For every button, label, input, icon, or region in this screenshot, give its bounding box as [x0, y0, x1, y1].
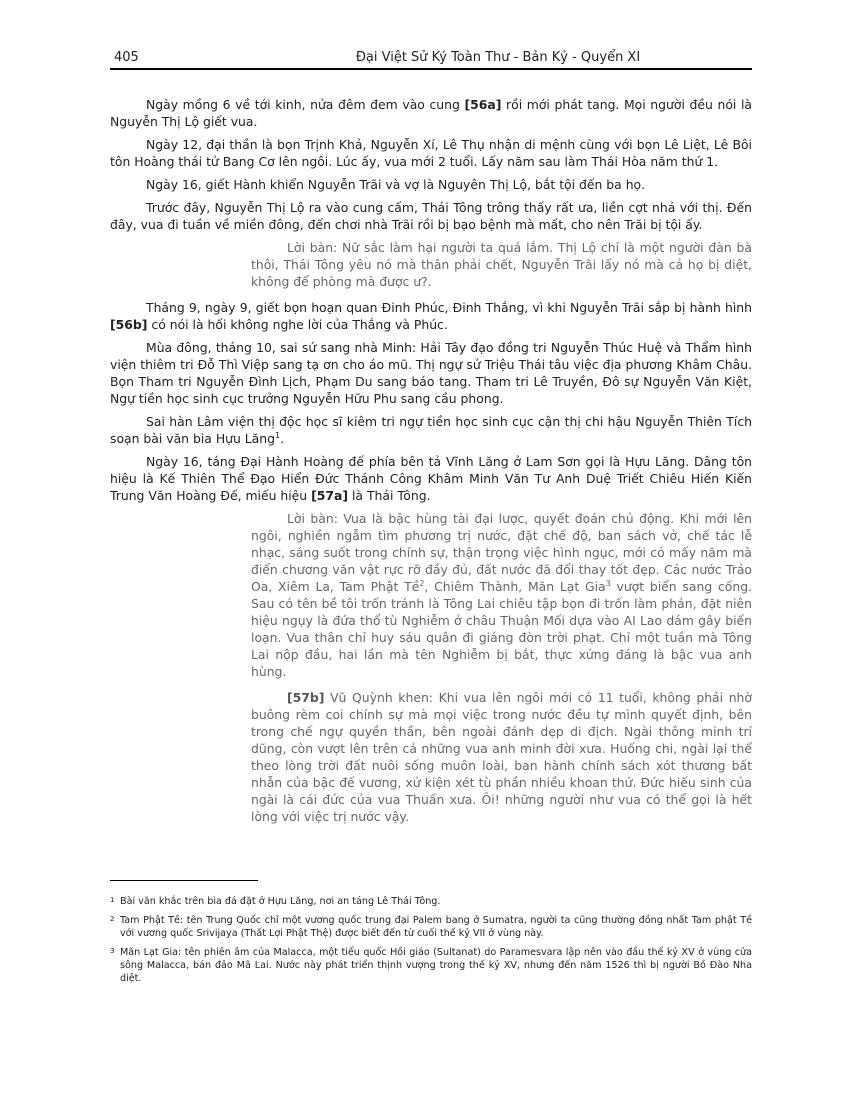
paragraph-text: là Thái Tông. [348, 488, 431, 503]
paragraph-3: Ngày 16, giết Hành khiển Nguyễn Trãi và vợ là Nguyên Thị Lộ, bắt tội đến ba họ. [146, 177, 646, 192]
footnote-number: 2 [110, 915, 115, 923]
footnote-text: Bài văn khắc trên bia đá đặt ở Hựu Lăng, nơi an táng Lê Thái Tông. [120, 896, 441, 907]
main-text [110, 96, 752, 834]
folio-ref: [57b] [287, 690, 325, 705]
commentary-2 [251, 510, 752, 680]
commentary-text: Lời bàn: Vua là bậc hùng tài đại lược, quyết đoán chủ động. Khi mới lên ngôi, nghiền ngẫm tìm phương trị nước, đặt chế độ, ban sách vở, chế tác lễ nhạc, sáng suốt trong chính sự, thận trọng việc hình ngục, mới có mấy năm mà điển chương văn vật rực rỡ đầy đủ, đất nước đã đổi thay tốt đẹp. Các nước Trảo Oa, Xiêm La, Tam Phật Tề [251, 511, 752, 594]
commentary-text: , Chiêm Thành, Mãn Lạt Gia [424, 579, 606, 594]
footnote-rule [110, 880, 258, 881]
folio-ref: [56a] [464, 97, 502, 112]
footnote [110, 895, 752, 908]
running-title: Đại Việt Sử Ký Toàn Thư - Bản Kỷ - Quyển XI [355, 50, 641, 65]
folio-ref: [56b] [110, 317, 148, 332]
paragraph-text: Ngày 16, táng Đại Hành Hoàng đế phía bên tả Vĩnh Lăng ở Lam Sơn gọi là Hựu Lăng. Dâng tôn hiệu là Kế Thiên Thể Đạo Hiển Đức Thánh Công Khâm Minh Văn Tư Anh Duệ Triết Chiêu Hiến Kiến Trung Văn Hoàng Đế, miếu hiệu [110, 454, 752, 503]
paragraph-8 [110, 453, 752, 504]
footnote [110, 946, 752, 985]
paragraph-text: . [280, 431, 285, 446]
footnote-text: Tam Phật Tề: tên Trung Quốc chỉ một vương quốc trung đại Palem bang ở Sumatra, người ta cũng thường đồng nhất Tam phật Tề với vương quốc Srivijaya (Thất Lợi Phật Thệ) được biết đến từ cuối thế kỷ VII ở vùng này. [120, 915, 752, 939]
paragraph-text: rồi mới phát tang. Mọi người đều nói là Nguyễn Thị Lộ giết vua. [110, 97, 753, 129]
paragraph-7 [110, 413, 752, 447]
paragraph-text: Sai hàn Lâm viện thị độc học sĩ kiêm tri ngự tiền học sinh cục cận thị chi hậu Nguyễn Thiên Tích soạn bài văn bia Hựu Lăng [110, 414, 752, 446]
footnote-number: 3 [110, 947, 115, 955]
paragraph-6: Mùa đông, tháng 10, sai sứ sang nhà Minh: Hải Tây đạo đồng tri Nguyễn Thúc Huệ và Thẩm hình viện thiêm tri Đỗ Thì Việp sang tạ ơn cho áo mũ. Thị ngự sử Triệu Thái tâu việc địa phương Khâm Châu. Bọn Tham tri Nguyễn Đình Lịch, Phạm Du sang báo tang. Tham tri Lê Truyền, Đô sự Nguyễn Văn Kiệt, Ngự tiền học sinh cục trưởng Nguyễn Hữu Phu sang cầu phong. [110, 340, 752, 406]
page-number: 405 [114, 50, 139, 65]
commentary-text: vượt biển sang cống. Sau có tên bề tôi trốn tránh là Tông Lai chiêu tập bọn đi trốn làm phản, đặt niên hiệu ngụy là đứa thổ tù Nghiễm ở châu Thuận Mối dựa vào AI Lao dám gây biến loạn. Vua thân chỉ huy sáu quân đi giáng đòn trời phạt. Chỉ một tuần mà Tông Lai nộp đầu, hai lần mà tên Nghiễm bị bắt, thực xứng đáng là bậc vua anh hùng. [251, 579, 753, 679]
footnotes [110, 895, 752, 991]
footnote-number: 1 [110, 896, 115, 904]
page-header [110, 50, 752, 70]
paragraph-2: Ngày 12, đại thần là bọn Trịnh Khả, Nguyễn Xí, Lê Thụ nhận di mệnh cùng với bọn Lê Liệt, Lê Bôi tôn Hoàng thái tử Bang Cơ lên ngôi. Lúc ấy, vua mới 2 tuổi. Lấy năm sau làm Thái Hòa năm thứ 1. [110, 137, 752, 169]
folio-ref: [57a] [311, 488, 349, 503]
paragraph-5 [110, 299, 752, 333]
commentary-text: Vũ Quỳnh khen: Khi vua lên ngôi mới có 11 tuổi, không phải nhờ buông rèm coi chính sự mà mọi việc trong nước đều tự mình quyết định, bên trong chế ngự quyền thần, bên ngoài đánh dẹp di địch. Ngài thông minh trí dũng, còn vượt lên trên cả những vua anh minh đời xưa. Huống chi, ngài lại thể theo lòng trời đất nuôi sống muôn loài, ban hành chính sách xót thương bất nhẫn của bậc đế vương, xử kiện xét tù phần nhiều khoan thứ. Đức hiếu sinh của ngài là cái đức của vua Thuấn xưa. Ôi! những người như vua có thể gọi là hết lòng với việc trị nước vậy. [251, 690, 752, 824]
footnote-marker[interactable]: 3 [605, 578, 611, 588]
header-rule [110, 68, 752, 70]
footnote-text: Mãn Lạt Gia: tên phiên âm của Malacca, một tiểu quốc Hồi giáo (Sultanat) do Paramesvara lập nên vào đầu thế kỷ XV ở vùng cửa sông Malacca, bán đảo Mã Lai. Nước này phát triển thịnh vượng trong thế kỷ XV, nhưng đến năm 1526 thì bị người Bồ Đào Nha diệt. [120, 947, 752, 984]
commentary-1: Lời bàn: Nữ sắc làm hại người ta quá lắm. Thị Lộ chỉ là một người đàn bà thôi, Thái Tông yêu nó mà thân phải chết, Nguyễn Trãi lấy nó mà cả họ bị diệt, không để phòng mà được ư?. [251, 240, 752, 289]
commentary-3 [251, 689, 752, 825]
paragraph-4: Trước đây, Nguyễn Thị Lộ ra vào cung cấm, Thái Tông trông thấy rất ưa, liền cợt nhả với thị. Đến đây, vua đi tuần về miền đông, đến chơi nhà Trãi rồi bị bạo bệnh mà mất, cho nên Trãi bị tội ấy. [110, 200, 752, 232]
paragraph-text: có nói là hối không nghe lời của Thắng và Phúc. [147, 317, 448, 332]
paragraph-text: Ngày mồng 6 về tới kinh, nửa đêm đem vào cung [146, 97, 465, 112]
footnote-marker[interactable]: 1 [275, 430, 281, 440]
footnote-marker[interactable]: 2 [419, 578, 425, 588]
footnote [110, 914, 752, 940]
paragraph-text: Tháng 9, ngày 9, giết bọn hoạn quan Đinh Phúc, Đinh Thắng, vì khi Nguyễn Trãi sắp bị hành hình [146, 300, 752, 315]
paragraph-1 [110, 96, 752, 130]
